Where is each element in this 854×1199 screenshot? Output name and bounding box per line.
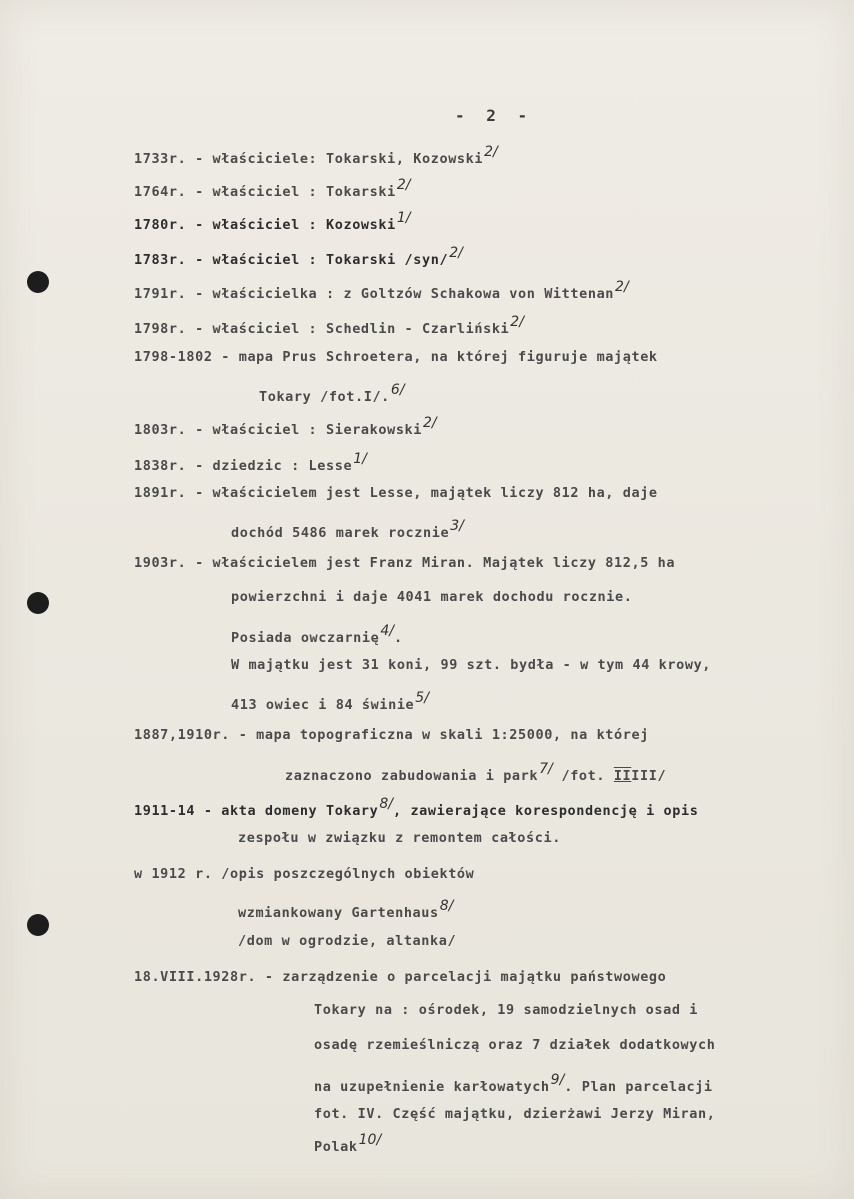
entry-1928-line4: na uzupełnienie karłowatych$^{9/}$. Plan parcelacji [314,1072,713,1095]
entry-1838: 1838r. - dziedzic : Lesse$^{1/}$ [134,451,367,474]
entry-1903-line5: 413 owiec i 84 świnie$^{5/}$ [231,690,429,713]
entry-1912-line3: /dom w ogrodzie, altanka/ [238,933,457,949]
entry-1928-line2: Tokary na : ośrodek, 19 samodzielnych osad i [314,1002,699,1018]
entry-1891-line2: dochód 5486 marek rocznie$^{3/}$ [231,518,464,541]
entry-1911-14-line2: zespołu w związku z remontem całości. [238,830,561,846]
entry-1911-14-line1: 1911-14 - akta domeny Tokary$^{8/}$, zawierające korespondencję i opis [134,796,699,819]
entry-1798: 1798r. - właściciel : Schedlin - Czarliński$^{2/}$ [134,314,524,337]
entry-1903-line1: 1903r. - właścicielem jest Franz Miran. Majątek liczy 812,5 ha [134,555,676,571]
entry-1891-line1: 1891r. - właścicielem jest Lesse, majątek liczy 812 ha, daje [134,485,658,501]
page-number: - 2 - [455,106,534,125]
entry-1887-1910-line1: 1887,1910r. - mapa topograficzna w skali 1:25000, na której [134,727,649,743]
entry-1764: 1764r. - właściciel : Tokarski$^{2/}$ [134,177,411,200]
entry-1733: 1733r. - właściciele: Tokarski, Kozowski$^{2/}$ [134,144,498,167]
entry-1928-line1: 18.VIII.1928r. - zarządzenie o parcelacji majątku państwowego [134,969,667,985]
entry-1912-line2: wzmiankowany Gartenhaus$^{8/}$ [238,898,454,921]
entry-1803: 1803r. - właściciel : Sierakowski$^{2/}$ [134,415,437,438]
punch-hole-middle [27,592,49,614]
entry-1928-line6: Polak$^{10/}$ [314,1132,382,1155]
punch-hole-top [27,271,49,293]
punch-hole-bottom [27,914,49,936]
entry-1798-1802-line2: Tokary /fot.I/.$^{6/}$ [259,382,405,405]
entry-1791: 1791r. - właścicielka : z Goltzów Schakowa von Wittenan$^{2/}$ [134,279,629,302]
entry-1928-line3: osadę rzemieślniczą oraz 7 działek dodatkowych [314,1037,716,1053]
entry-1887-1910-line2: zaznaczono zabudowania i park$^{7/}$ /fot. IIIII/ [285,761,667,784]
entry-1928-line5: fot. IV. Część majątku, dzierżawi Jerzy Miran, [314,1106,716,1122]
entry-1903-line4: W majątku jest 31 koni, 99 szt. bydła - w tym 44 krowy, [231,657,712,673]
entry-1912-line1: w 1912 r. /opis poszczególnych obiektów [134,866,475,882]
entry-1783: 1783r. - właściciel : Tokarski /syn/$^{2/}$ [134,245,463,268]
entry-1903-line3: Posiada owczarnię$^{4/}$. [231,623,403,646]
entry-1780: 1780r. - właściciel : Kozowski$^{1/}$ [134,210,411,233]
entry-1798-1802-line1: 1798-1802 - mapa Prus Schroetera, na której figuruje majątek [134,349,658,365]
entry-1903-line2: powierzchni i daje 4041 marek dochodu rocznie. [231,589,633,605]
